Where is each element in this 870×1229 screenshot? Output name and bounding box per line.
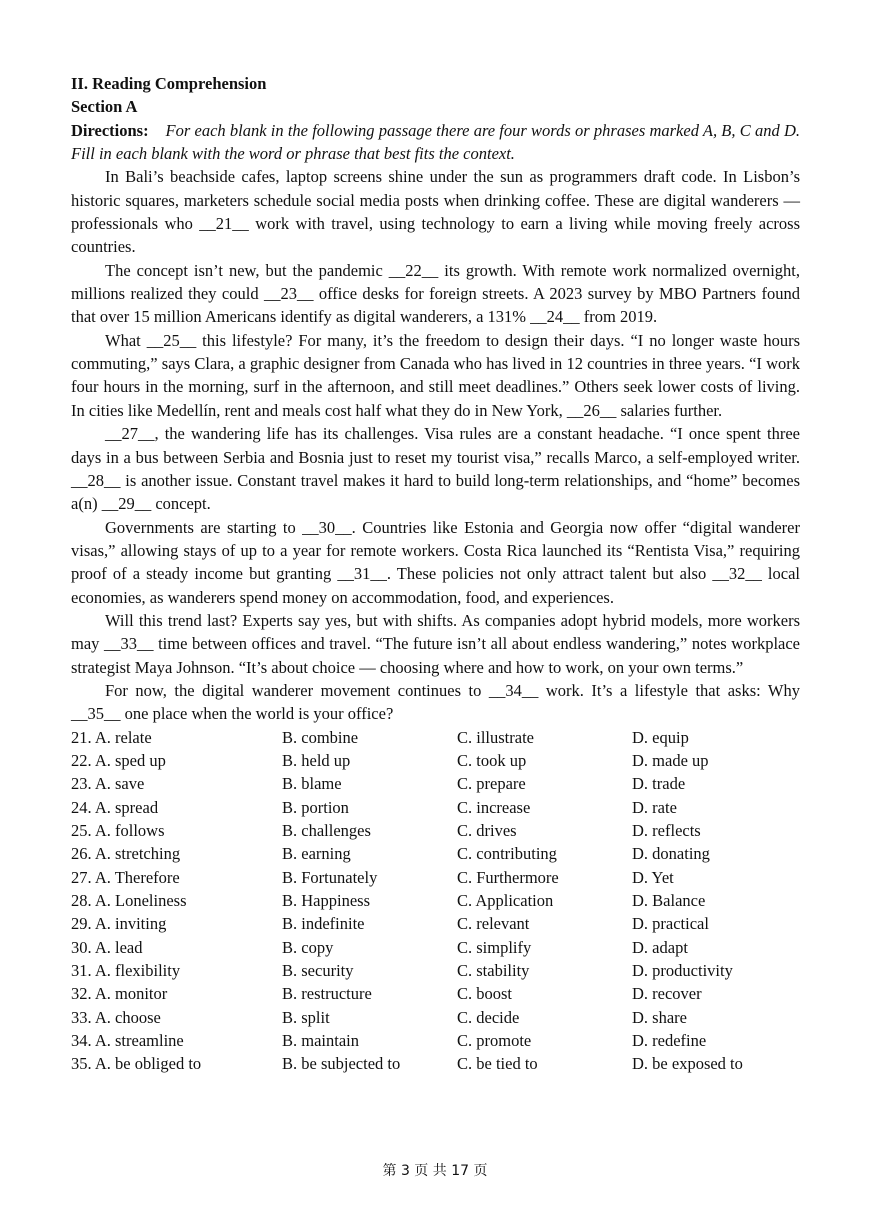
option-d: D. Balance — [632, 891, 706, 911]
option-c: C. illustrate — [457, 727, 534, 747]
option-a: 31. A. flexibility — [71, 961, 181, 981]
option-a: 21. A. relate — [71, 727, 152, 747]
option-row — [71, 1006, 800, 1029]
option-d: D. rate — [632, 797, 677, 817]
option-d: D. trade — [632, 774, 686, 794]
passage-paragraph: Governments are starting to __30__. Countries like Estonia and Georgia now offer “digital wanderer visas,” allowing stays of up to a year for remote workers. Costa Rica launched its “Rentista Visa,” requiring proof of a steady income but granting __31__. These policies not only attract talent but also __32__ local economies, as wanderers spend money on accommodation, food, and experiences. — [71, 517, 800, 607]
option-c: C. drives — [457, 821, 517, 840]
passage-paragraph: The concept isn’t new, but the pandemic __22__ its growth. With remote work normalized overnight, millions realized they could __23__ office desks for foreign streets. A 2023 survey by MBO Partners found that over 15 million Americans identify as digital wanderers, a 131% __24__ from 2019. — [71, 260, 800, 327]
option-b: B. challenges — [282, 821, 371, 840]
option-c: C. took up — [457, 750, 527, 770]
option-d: D. be exposed to — [632, 1054, 743, 1074]
option-c: C. be tied to — [457, 1054, 538, 1074]
option-b: B. restructure — [282, 984, 372, 1004]
options-list — [71, 726, 800, 1076]
option-a: 28. A. Loneliness — [71, 891, 187, 911]
option-row — [71, 1029, 800, 1052]
option-c: C. stability — [457, 961, 530, 981]
option-a: 27. A. Therefore — [71, 867, 180, 887]
option-c: C. contributing — [457, 844, 557, 864]
directions-label: Directions: — [71, 120, 149, 140]
option-a: 33. A. choose — [71, 1007, 161, 1027]
option-d: D. made up — [632, 750, 709, 770]
option-c: C. boost — [457, 984, 513, 1004]
passage-paragraph: In Bali’s beachside cafes, laptop screens shine under the sun as programmers draft code. In Lisbon’s historic squares, marketers schedule social media posts when drinking coffee. These are digital wanderers — professionals who __21__ work with travel, using technology to earn a living while moving freely across countries. — [71, 167, 800, 257]
option-a: 30. A. lead — [71, 937, 143, 957]
option-c: C. decide — [457, 1007, 520, 1027]
option-c: C. relevant — [457, 914, 530, 934]
option-c: C. prepare — [457, 774, 526, 794]
passage-paragraph: For now, the digital wanderer movement continues to __34__ work. It’s a lifestyle that asks: Why __35__ one place when the world is your office? — [71, 680, 800, 724]
option-a: 23. A. save — [71, 774, 145, 794]
passage-paragraph: __27__, the wandering life has its challenges. Visa rules are a constant headache. “I once spent three days in a bus between Serbia and Bosnia just to reset my tourist visa,” recalls Marco, a self-employed writer. __28__ is another issue. Constant travel makes it hard to build long-term relationships, and “home” becomes a(n) __29__ concept. — [71, 424, 800, 514]
option-d: D. adapt — [632, 937, 688, 957]
option-a: 26. A. stretching — [71, 844, 181, 864]
option-b: B. Happiness — [282, 891, 370, 911]
passage — [71, 165, 800, 725]
option-b: B. portion — [282, 797, 349, 817]
option-row — [71, 749, 800, 772]
page-footer: 第 3 页 共 17 页 — [382, 1163, 488, 1179]
option-row — [71, 772, 800, 795]
option-row — [71, 912, 800, 935]
option-d: D. productivity — [632, 961, 733, 981]
option-a: 32. A. monitor — [71, 984, 168, 1004]
option-a: 24. A. spread — [71, 797, 159, 817]
option-row — [71, 936, 800, 959]
directions-text: For each blank in the following passage there are four words or phrases marked A, B, C and D. Fill in each blank with the word or phrase that best fits the context. — [71, 120, 800, 164]
option-d: D. redefine — [632, 1031, 707, 1051]
option-b: B. maintain — [282, 1031, 359, 1051]
option-b: B. held up — [282, 750, 351, 770]
option-c: C. Furthermore — [457, 867, 559, 887]
option-b: B. indefinite — [282, 914, 365, 934]
passage-paragraph: Will this trend last? Experts say yes, but with shifts. As companies adopt hybrid models, more workers may __33__ time between offices and travel. “The future isn’t all about endless wandering,” notes workplace strategist Maya Johnson. “It’s about choice — choosing where and how to work, on your own terms.” — [71, 610, 800, 677]
option-d: D. reflects — [632, 821, 701, 840]
option-row — [71, 819, 800, 842]
option-b: B. blame — [282, 774, 342, 794]
option-c: C. promote — [457, 1031, 532, 1051]
option-b: B. split — [282, 1007, 330, 1027]
subsection-title: Section A — [71, 97, 138, 117]
option-b: B. Fortunately — [282, 867, 378, 887]
option-d: D. share — [632, 1007, 687, 1027]
option-b: B. copy — [282, 937, 334, 957]
option-c: C. simplify — [457, 937, 532, 957]
section-title: II. Reading Comprehension — [71, 74, 267, 93]
option-d: D. donating — [632, 844, 710, 864]
option-a: 29. A. inviting — [71, 914, 167, 934]
option-d: D. recover — [632, 984, 702, 1004]
option-row — [71, 959, 800, 982]
option-row — [71, 1052, 800, 1075]
directions — [71, 119, 800, 166]
option-d: D. Yet — [632, 867, 674, 887]
page-content — [71, 72, 800, 1076]
option-a: 25. A. follows — [71, 821, 165, 840]
option-a: 34. A. streamline — [71, 1031, 184, 1051]
option-row — [71, 866, 800, 889]
option-c: C. Application — [457, 891, 554, 911]
option-d: D. equip — [632, 727, 689, 747]
option-b: B. earning — [282, 844, 351, 864]
option-a: 35. A. be obliged to — [71, 1054, 202, 1074]
option-c: C. increase — [457, 797, 531, 817]
passage-paragraph: What __25__ this lifestyle? For many, it’s the freedom to design their days. “I no longer waste hours commuting,” says Clara, a graphic designer from Canada who has lived in 12 countries in three years. “I work four hours in the morning, surf in the afternoon, and still meet deadlines.” Others seek lower costs of living. In cities like Medellín, rent and meals cost half what they do in New York, __26__ salaries further. — [71, 330, 800, 420]
option-b: B. security — [282, 961, 354, 981]
option-a: 22. A. sped up — [71, 750, 166, 770]
option-d: D. practical — [632, 914, 709, 934]
option-row — [71, 842, 800, 865]
option-row — [71, 889, 800, 912]
option-row — [71, 796, 800, 819]
option-b: B. combine — [282, 727, 359, 747]
option-row — [71, 982, 800, 1005]
option-b: B. be subjected to — [282, 1054, 401, 1074]
option-row — [71, 726, 800, 749]
